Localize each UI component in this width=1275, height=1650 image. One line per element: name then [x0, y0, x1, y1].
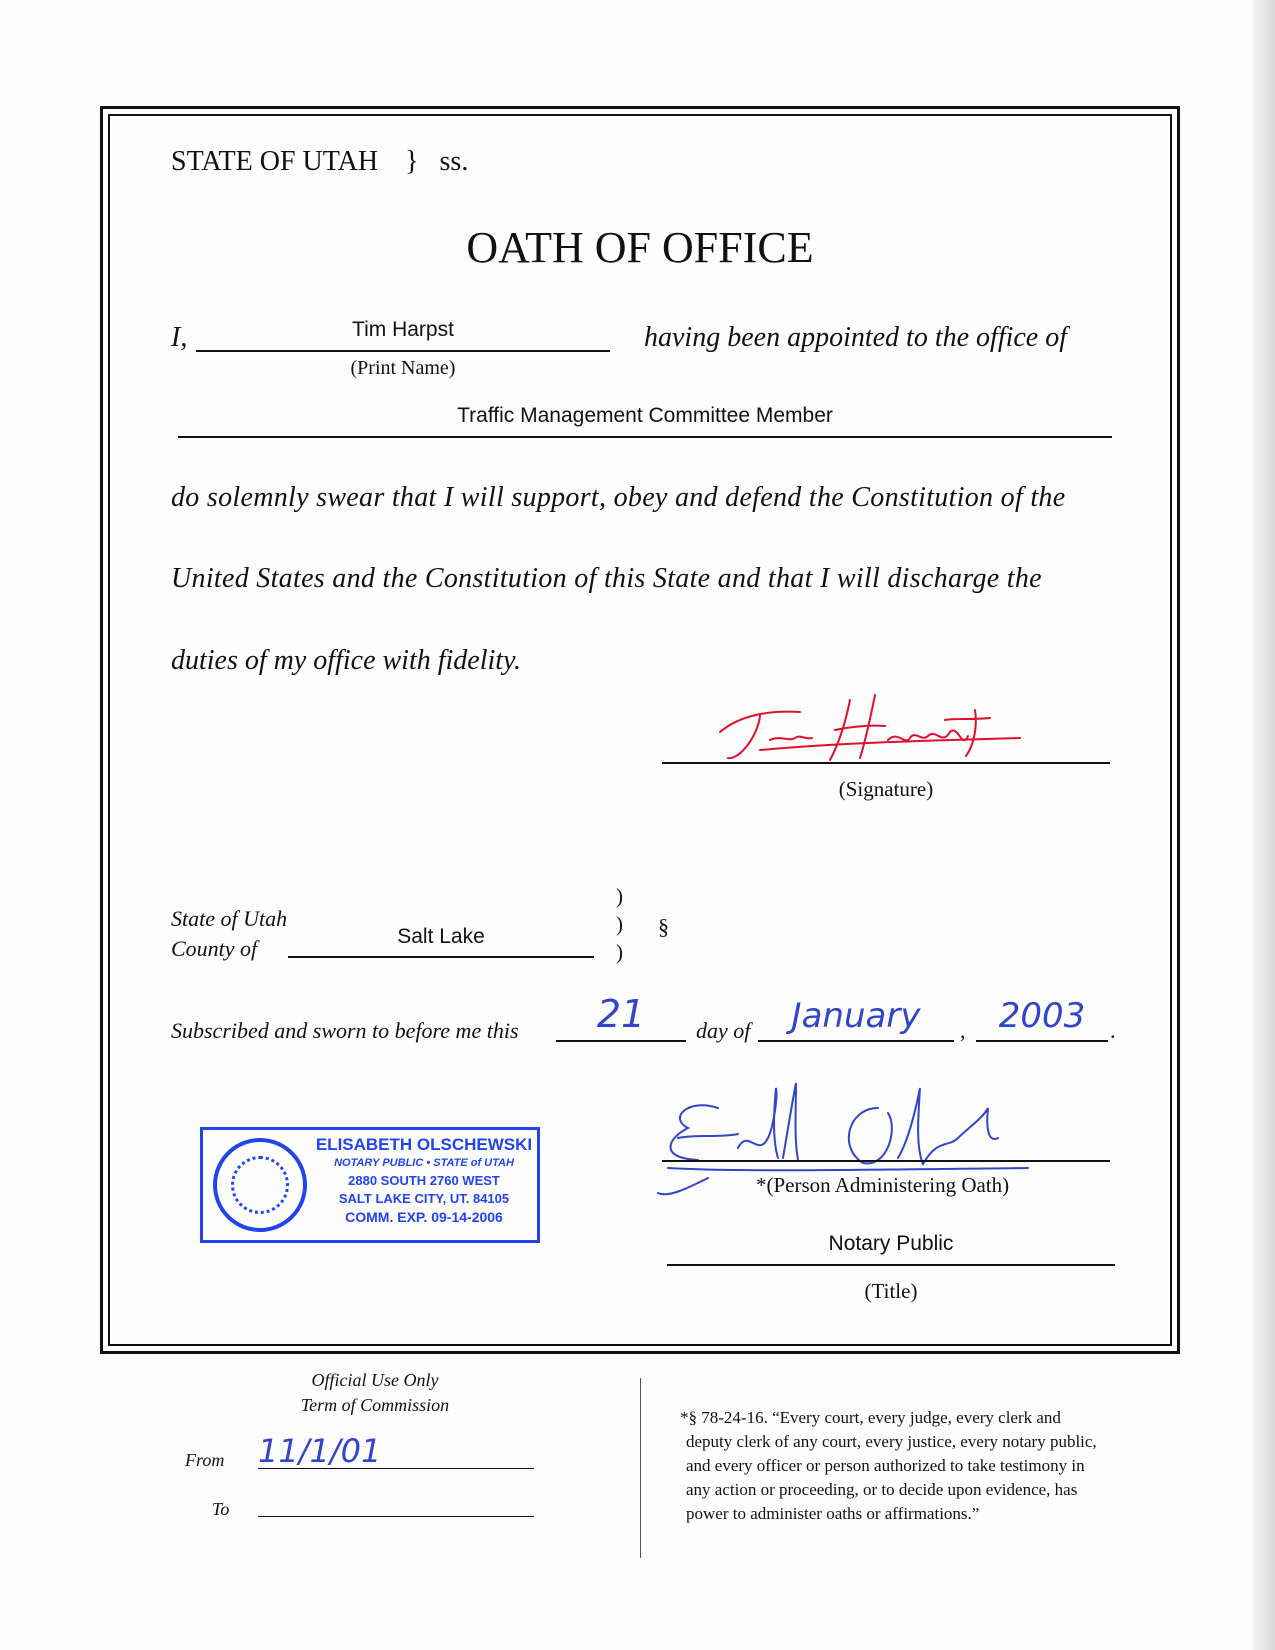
signature-caption: (Signature) [838, 777, 934, 801]
title-line [667, 1264, 1115, 1266]
stamp-line-expiry: COMM. EXP. 09-14-2006 [345, 1209, 503, 1225]
footnote-line-5: power to administer oaths or affirmations.” [686, 1504, 980, 1523]
footnote-line-2: deputy clerk of any court, every justice, every notary public, [686, 1432, 1097, 1451]
brace: } [405, 146, 419, 177]
document-title: OATH OF OFFICE [466, 223, 814, 272]
stamp-line-name: ELISABETH OLSCHEWSKI [315, 1135, 533, 1154]
signature-line [662, 762, 1110, 764]
oath-body-line-2: United States and the Constitution of this State and that I will discharge the [171, 563, 1042, 594]
from-value: 11/1/01 [258, 1432, 382, 1470]
footer-divider [640, 1378, 641, 1558]
venue-state-label: State of Utah [171, 906, 288, 931]
stamp-line-commission: NOTARY PUBLIC • STATE of UTAH [334, 1157, 514, 1169]
oath-body-line-3: duties of my office with fidelity. [171, 645, 521, 676]
year-comma: , [960, 1018, 966, 1043]
office-line [178, 436, 1112, 438]
title-caption: (Title) [864, 1279, 918, 1303]
sworn-period: . [1110, 1018, 1116, 1043]
to-label: To [212, 1499, 230, 1519]
sworn-prefix: Subscribed and sworn to before me this [171, 1018, 519, 1043]
venue-county-label: County of [171, 936, 258, 961]
notary-seal-icon [213, 1138, 307, 1232]
administering-line [662, 1160, 1110, 1162]
print-name-value: Tim Harpst [352, 318, 454, 341]
to-line [258, 1516, 534, 1517]
stamp-text-block [313, 1136, 535, 1226]
administering-caption: *(Person Administering Oath) [756, 1173, 1010, 1197]
sworn-day-value: 21 [596, 992, 646, 1036]
page-edge-shadow [1253, 0, 1275, 1650]
section-sign: § [658, 914, 669, 939]
month-line [758, 1040, 954, 1042]
venue-parens [616, 882, 623, 966]
print-name-caption: (Print Name) [350, 357, 456, 379]
oath-body-line-1: do solemnly swear that I will support, obey and defend the Constitution of the [171, 482, 1066, 513]
sworn-month-value: January [791, 996, 921, 1036]
ss-label: ss. [439, 146, 469, 177]
statute-footnote [680, 1406, 1097, 1526]
day-of-label: day of [696, 1018, 751, 1043]
stamp-line-city: SALT LAKE CITY, UT. 84105 [338, 1191, 510, 1206]
from-label: From [185, 1450, 225, 1470]
appointed-text: having been appointed to the office of [644, 322, 1068, 353]
name-line [196, 350, 610, 352]
paren-2: ) [616, 912, 623, 936]
term-of-commission-label: Term of Commission [300, 1395, 450, 1415]
county-line [288, 956, 594, 958]
county-value: Salt Lake [397, 925, 485, 948]
seal-center [231, 1156, 289, 1214]
notary-title-value: Notary Public [828, 1232, 954, 1255]
paren-3: ) [616, 940, 623, 964]
office-value: Traffic Management Committee Member [457, 404, 833, 427]
paren-1: ) [616, 884, 623, 908]
from-line [258, 1468, 534, 1469]
footnote-line-4: any action or proceeding, or to decide upon evidence, has [686, 1480, 1078, 1499]
i-label: I, [171, 322, 188, 353]
sworn-year-value: 2003 [998, 996, 1086, 1036]
state-label: STATE OF UTAH [171, 146, 379, 177]
notary-stamp [200, 1127, 540, 1243]
stamp-line-address: 2880 SOUTH 2760 WEST [348, 1173, 500, 1188]
day-line [556, 1040, 686, 1042]
official-use-label: Official Use Only [311, 1370, 439, 1390]
oath-taker-signature [700, 680, 1030, 780]
state-heading [171, 146, 468, 178]
footnote-line-3: and every officer or person authorized to take testimony in [686, 1456, 1085, 1475]
year-line [976, 1040, 1108, 1042]
footnote-line-1: *§ 78-24-16. “Every court, every judge, every clerk and [680, 1408, 1061, 1427]
